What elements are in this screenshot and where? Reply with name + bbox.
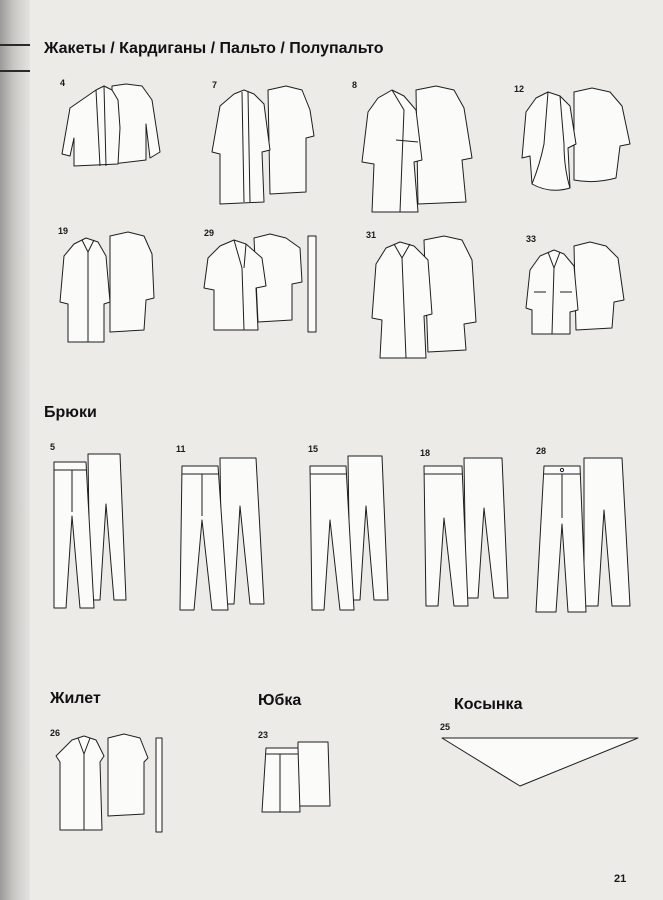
- jacket-sketch: [60, 78, 170, 178]
- trousers-sketch: [50, 442, 135, 612]
- kimono-jacket-sketch: [204, 228, 329, 338]
- section-title-outerwear: Жакеты / Кардиганы / Пальто / Полупальто: [44, 40, 384, 57]
- trousers-sketch: [308, 444, 398, 614]
- item-number: 29: [204, 228, 215, 238]
- section-title-vest: Жилет: [50, 690, 101, 707]
- long-coat-sketch: [366, 230, 491, 365]
- item-number: 18: [420, 448, 431, 458]
- cardigan-sketch: [212, 80, 322, 210]
- item-number: 28: [536, 446, 547, 456]
- vest-sketch: [50, 728, 175, 838]
- item-number: 26: [50, 728, 61, 738]
- section-title-skirt: Юбка: [258, 692, 302, 709]
- waterfall-cardigan-sketch: [514, 84, 644, 199]
- wide-trousers-sketch: [536, 446, 636, 616]
- item-number: 23: [258, 730, 269, 740]
- trousers-sketch: [176, 444, 271, 614]
- trousers-sketch: [420, 448, 515, 613]
- skirt-sketch: [258, 730, 348, 820]
- item-number: 11: [176, 444, 186, 454]
- overcoat-sketch: [58, 226, 168, 351]
- page-number: 21: [614, 873, 627, 885]
- item-number: 15: [308, 444, 319, 454]
- kerchief-sketch: [440, 722, 640, 792]
- item-number: 25: [440, 722, 451, 732]
- item-number: 31: [366, 230, 377, 240]
- page-fold-edge: [0, 0, 30, 900]
- item-number: 12: [514, 84, 525, 94]
- item-number: 5: [50, 442, 56, 452]
- item-number: 4: [60, 78, 66, 88]
- item-number: 33: [526, 234, 537, 244]
- short-jacket-sketch: [526, 234, 636, 344]
- item-number: 19: [58, 226, 69, 236]
- section-title-kerchief: Косынка: [454, 696, 523, 713]
- coat-sketch: [352, 80, 482, 220]
- section-title-trousers: Брюки: [44, 404, 97, 421]
- item-number: 8: [352, 80, 358, 90]
- item-number: 7: [212, 80, 218, 90]
